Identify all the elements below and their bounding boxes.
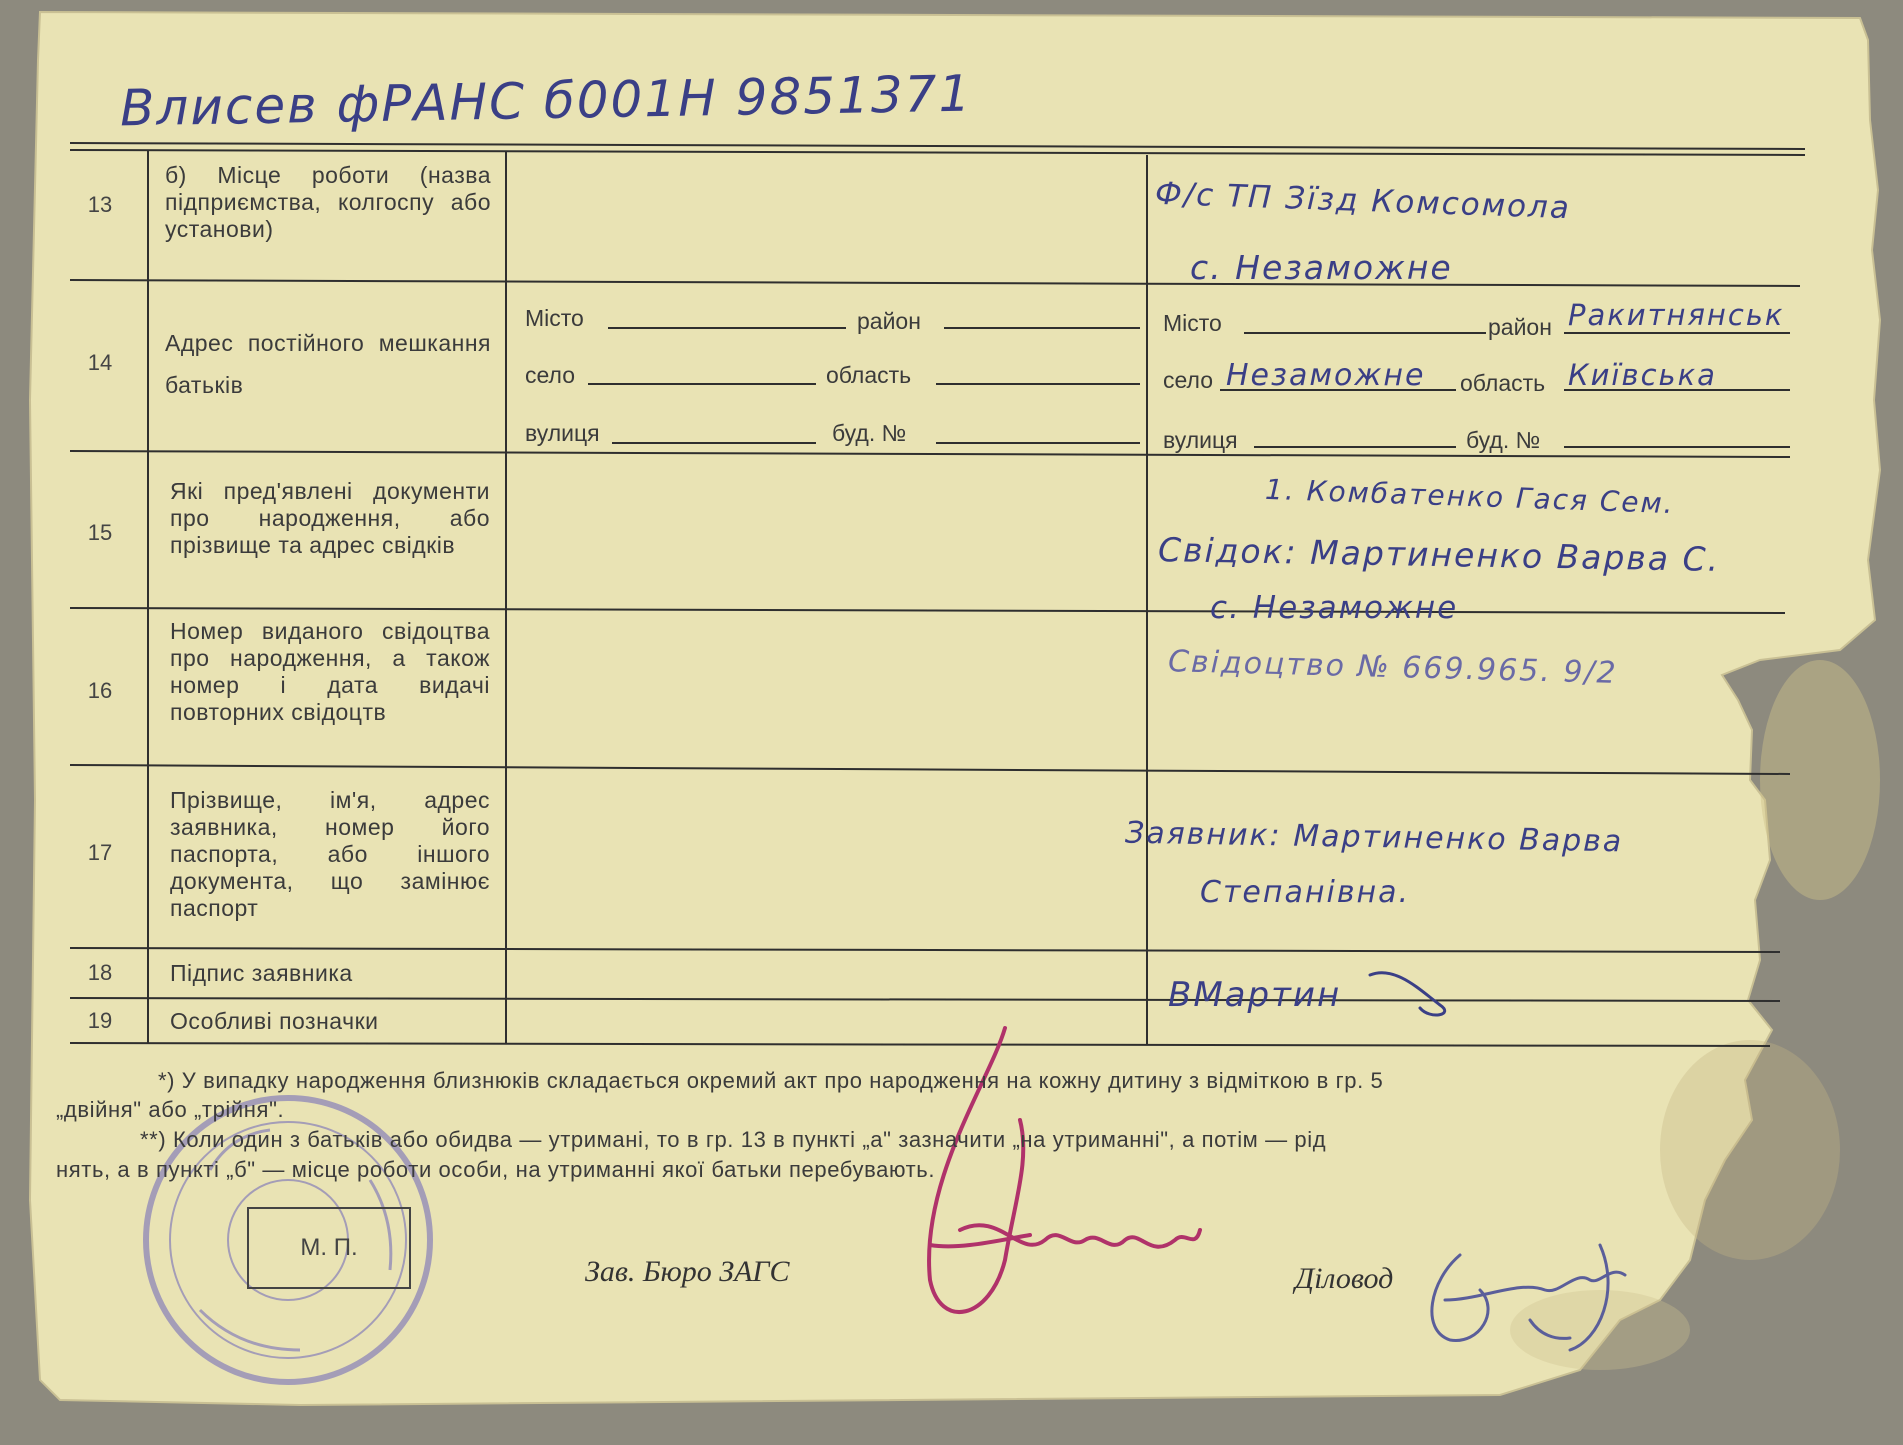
row-16-label: Номер виданого свідоцтва про народження, а також номер і дата видачі повторних свідоцтв [170,618,490,725]
row-19-label: Особливі позначки [170,1008,379,1034]
row-14-right-building-label: буд. № [1466,427,1541,453]
row-17-number: 17 [87,840,113,865]
stamp-place-label: М. П. [300,1234,358,1261]
row-14-number: 14 [87,350,113,375]
row-13-handwriting-line-2: с. Незаможне [1190,248,1453,287]
footnote-1-line-1: *) У випадку народження близнюків складається окремий акт про народження на кожну дитину з відміткою в гр. 5 [158,1068,1384,1093]
row-14-right-district-label: район [1488,314,1552,340]
stamp-place-box [247,1207,411,1289]
row-15-handwriting-line-2: Свідок: Мартиненко Варва С. [1157,530,1721,579]
row-17-label: Прізвище, ім'я, адрес заявника, номер його паспорта, або іншого документа, що замінює паспорт [170,787,490,921]
row-14-left-district-label: район [857,308,921,334]
row-15-label: Які пред'явлені документи про народження, або прізвище та адрес свідків [170,478,490,558]
row-14-right-village-label: село [1163,367,1213,393]
row-14-left-village-label: село [525,362,575,388]
row-14-handwritten-district: Ракитнянськ [1568,298,1785,332]
head-of-registry-label: Зав. Бюро ЗАГС [585,1255,790,1288]
row-14-label: Адрес постійного мешкання батьків [165,330,491,398]
row-19-number: 19 [87,1008,113,1033]
row-13-number: 13 [87,192,113,217]
row-14-left-region-label: область [826,362,912,388]
row-15-number: 15 [87,520,113,545]
row-14-right-region-label: область [1460,370,1546,396]
row-14-handwritten-village: Незаможне [1226,358,1426,393]
footnote-1-line-2: „двійня" або „трійня". [56,1097,285,1122]
row-16-number: 16 [87,678,113,703]
row-17-handwriting-line-2: Степанівна. [1200,875,1411,910]
row-14-left-street-label: вулиця [525,420,600,446]
row-14-left-city-label: Місто [525,305,584,331]
row-15-handwriting-line-3: с. Незаможне [1210,590,1459,626]
row-18-applicant-signature: ВМартин [1168,975,1342,1015]
row-17-handwriting-line-1: Заявник: Мартиненко Варва [1124,815,1624,860]
clerk-label: Діловод [1295,1262,1394,1295]
header-handwritten-note: Влисев фРАНС б001Н 9851371 [119,64,973,138]
row-14-right-street-label: вулиця [1163,427,1238,453]
row-16-handwriting: Свідоцтво № 669.965. 9/2 [1167,644,1619,691]
row-14-right-city-label: Місто [1163,310,1222,336]
row-13-label: б) Місце роботи (назва підприємства, колгоспу або установи) [165,162,491,242]
row-18-number: 18 [87,960,113,985]
footnote-2-line-2: нять, а в пункті „б" — місце роботи особи, на утриманні якої батьки перебувають. [56,1157,936,1182]
footnote-2-line-1: **) Коли один з батьків або обидва — утримані, то в гр. 13 в пункті „а" зазначити „на утриманні", а потім — рід [140,1127,1327,1152]
row-14-handwritten-region: Київська [1568,358,1717,392]
row-18-label: Підпис заявника [170,960,353,986]
row-15-handwriting-line-1: 1. Комбатенко Гася Сем. [1264,472,1676,521]
row-14-left-building-label: буд. № [832,420,907,446]
row-13-handwriting-line-1: Ф/с ТП Зїзд Комсомола [1154,175,1572,227]
